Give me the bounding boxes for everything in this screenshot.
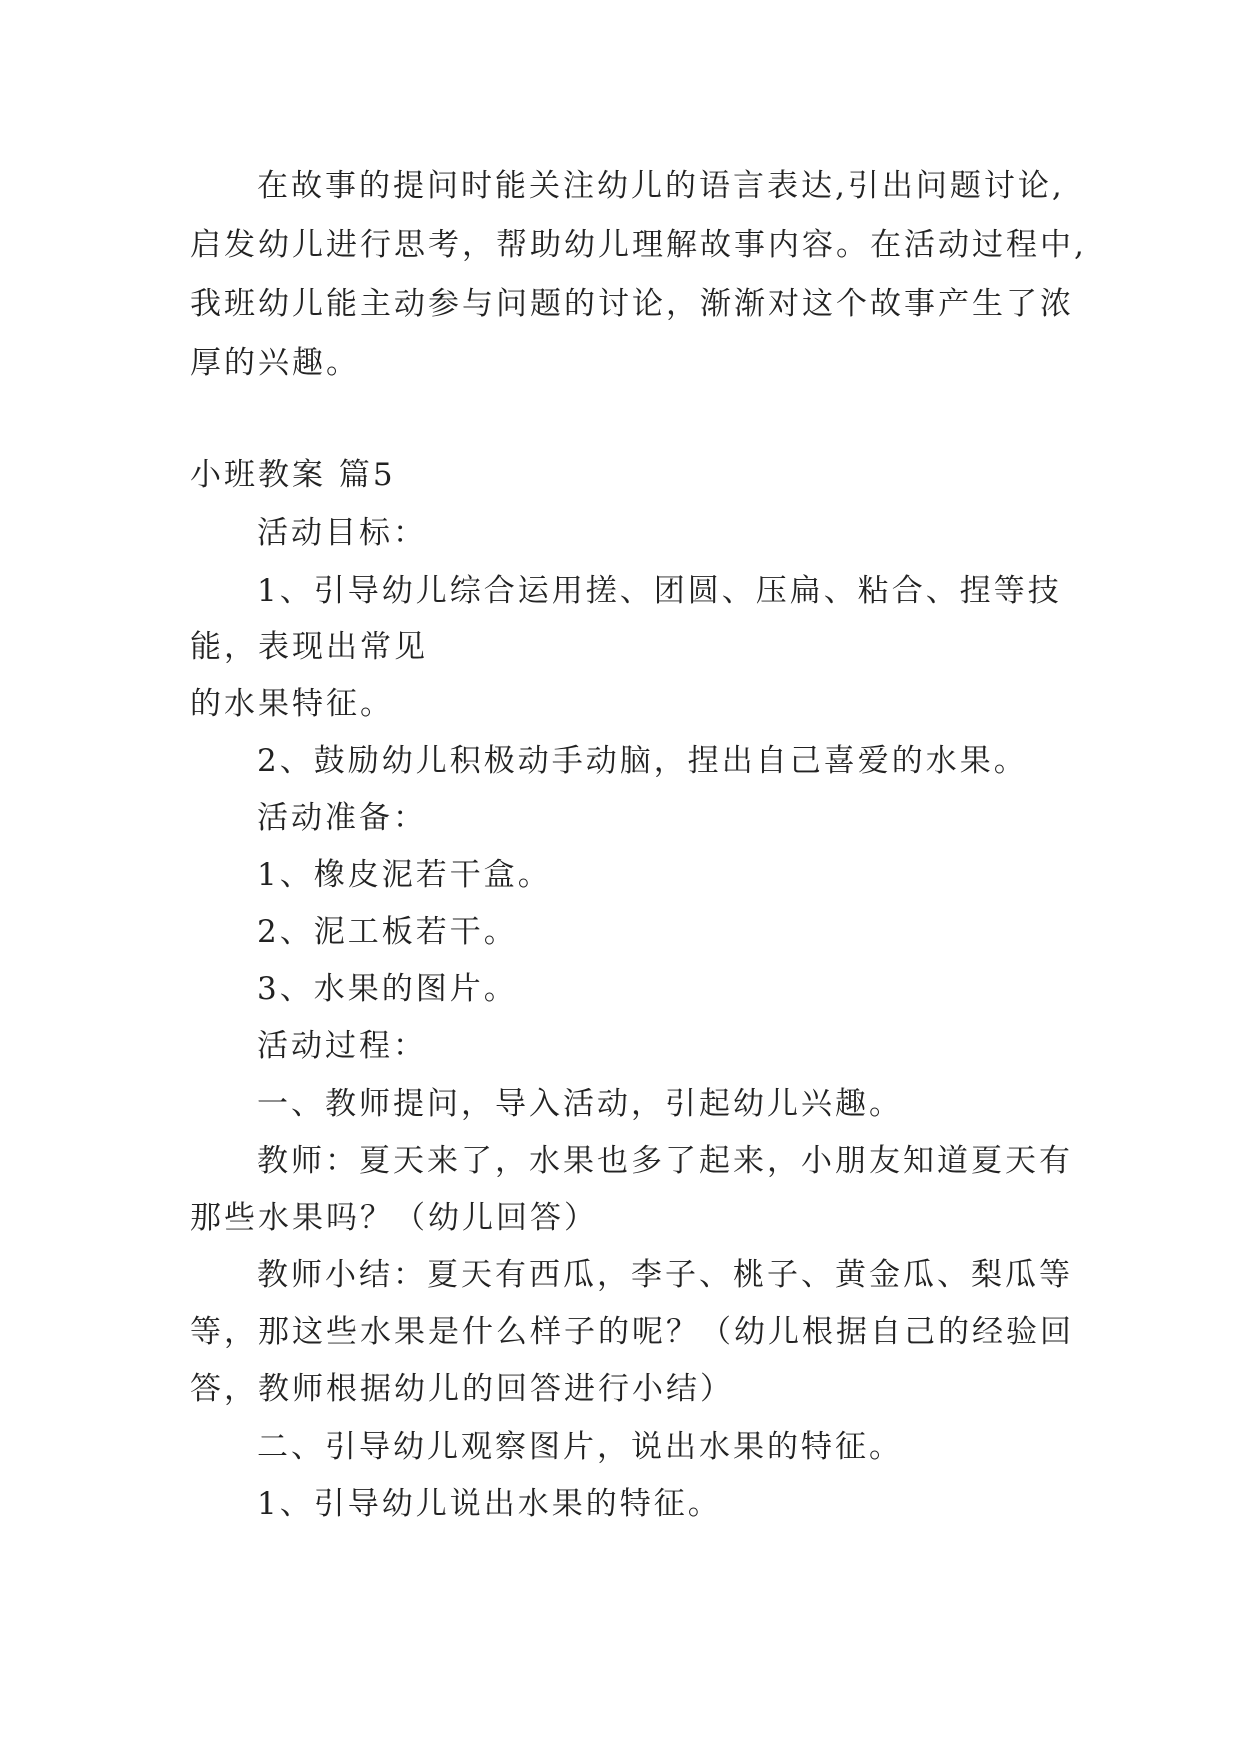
body-line-9: 3、水果的图片。: [257, 971, 518, 1007]
body-line-5: 2、鼓励幼儿积极动手动脑，捏出自己喜爱的水果。: [257, 743, 1028, 779]
body-line-16: 答，教师根据幼儿的回答进行小结）: [190, 1371, 734, 1407]
body-line-6: 活动准备：: [257, 800, 427, 836]
intro-line-3: 我班幼儿能主动参与问题的讨论，渐渐对这个故事产生了浓: [190, 286, 1074, 322]
body-line-3: 能，表现出常见: [190, 629, 428, 665]
intro-line-4: 厚的兴趣。: [190, 345, 360, 381]
body-line-4: 的水果特征。: [190, 686, 394, 722]
body-line-8: 2、泥工板若干。: [257, 914, 518, 950]
section-title: 小班教案 篇5: [190, 457, 396, 493]
body-line-1: 活动目标：: [257, 515, 427, 551]
body-line-17: 二、引导幼儿观察图片，说出水果的特征。: [257, 1429, 903, 1465]
body-line-13: 那些水果吗？（幼儿回答）: [190, 1200, 598, 1236]
body-line-18: 1、引导幼儿说出水果的特征。: [257, 1486, 722, 1522]
body-line-11: 一、教师提问，导入活动，引起幼儿兴趣。: [257, 1086, 903, 1122]
body-line-15: 等，那这些水果是什么样子的呢？（幼儿根据自己的经验回: [190, 1314, 1074, 1350]
body-line-12: 教师：夏天来了，水果也多了起来，小朋友知道夏天有: [257, 1143, 1073, 1179]
intro-line-1: 在故事的提问时能关注幼儿的语言表达,引出问题讨论,: [257, 168, 1065, 204]
body-line-7: 1、橡皮泥若干盒。: [257, 857, 552, 893]
body-line-14: 教师小结：夏天有西瓜，李子、桃子、黄金瓜、梨瓜等: [257, 1257, 1073, 1293]
body-line-2: 1、引导幼儿综合运用搓、团圆、压扁、粘合、捏等技: [257, 573, 1062, 609]
intro-line-2: 启发幼儿进行思考，帮助幼儿理解故事内容。在活动过程中,: [190, 227, 1087, 263]
body-line-10: 活动过程：: [257, 1028, 427, 1064]
